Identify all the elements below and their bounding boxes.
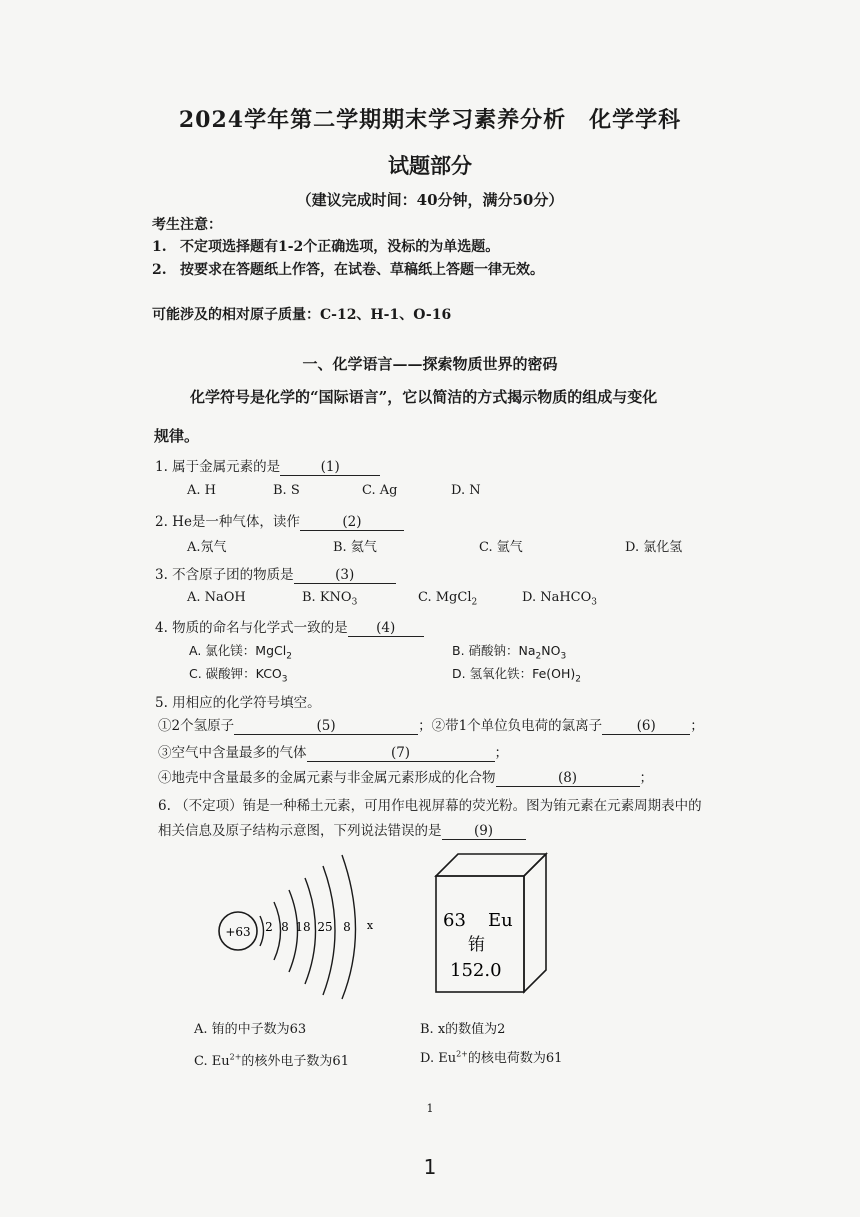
question-4: [155, 616, 424, 637]
atomic-structure-diagram: [205, 850, 395, 1000]
answer-blank: (8): [496, 770, 640, 787]
option-b: B. S: [273, 483, 300, 498]
option-d: D. 氯化氢: [625, 540, 683, 555]
shell-electrons: 18: [295, 920, 311, 934]
option-d: D. N: [451, 483, 481, 498]
answer-blank: (7): [307, 745, 495, 762]
shell-electrons: x: [366, 919, 374, 932]
option-c: C. MgCl$_2$: [418, 590, 478, 608]
option-a: A. H: [187, 483, 216, 498]
atomic-mass: 152.0: [450, 960, 502, 981]
question-2: [155, 510, 404, 531]
element-symbol: Eu: [488, 910, 513, 931]
option-c: C. 氩气: [479, 540, 523, 555]
time-note: （建议完成时间：40分钟，满分50分）: [296, 191, 564, 209]
section-intro: 化学符号是化学的“国际语言”，它以简洁的方式揭示物质的组成与变化: [190, 388, 658, 406]
exam-title: 2024学年第二学期期末学习素养分析 化学学科: [178, 107, 682, 133]
question-5-line3: ④地壳中含量最多的金属元素与非金属元素形成的化合物 (8) ；: [158, 770, 653, 786]
option-b: B. 硝酸钠：$Na_2NO_3$: [452, 643, 567, 662]
page-number-small: 1: [426, 1102, 434, 1115]
option-d: D. NaHCO$_3$: [522, 590, 598, 608]
question-5: 5. 用相应的化学符号填空。: [155, 695, 321, 711]
option-c: C. 碳酸钾：$KCO_3$: [189, 666, 288, 685]
cell-top-face: [436, 854, 546, 876]
option-a: A.氖气: [187, 540, 227, 555]
nucleus-charge: +63: [225, 925, 251, 939]
answer-blank: (1): [280, 459, 380, 476]
question-stem: 4. 物质的命名与化学式一致的是: [155, 620, 348, 636]
option-a: A. 氯化镁：MgCl$_2$: [189, 643, 292, 662]
question-1: [155, 455, 380, 476]
option-c: C. $Eu^{2+}$的核外电子数为61: [194, 1052, 349, 1069]
question-6: 6. （不定项）铕是一种稀土元素，可用作电视屏幕的荧光粉。图为铕元素在元素周期表中的: [158, 798, 702, 814]
question-stem: 3. 不含原子团的物质是: [155, 567, 294, 583]
option-a: A. 铕的中子数为63: [194, 1022, 307, 1037]
shell-electrons: 25: [317, 920, 333, 934]
notice-heading: 考生注意：: [152, 217, 222, 233]
notice-number: 1.: [152, 239, 167, 255]
option-c: C. Ag: [362, 483, 398, 498]
answer-blank: (4): [348, 620, 424, 637]
section-heading: 一、化学语言——探索物质世界的密码: [302, 355, 558, 373]
element-name: 铕: [468, 935, 485, 955]
question-stem: 1. 属于金属元素的是: [155, 459, 281, 475]
exam-subtitle: 试题部分: [388, 153, 472, 178]
question-stem: 2. He是一种气体，读作: [155, 514, 300, 530]
periodic-table-cell: [432, 852, 552, 997]
question-6-cont: 相关信息及原子结构示意图，下列说法错误的是 (9): [158, 819, 526, 840]
answer-blank: (3): [294, 567, 396, 584]
answer-blank: (5): [234, 718, 418, 735]
option-b: B. 氦气: [333, 540, 377, 555]
option-d: D. $Eu^{2+}$的核电荷数为61: [420, 1049, 563, 1066]
answer-blank: (6): [602, 718, 690, 735]
notice-number: 2.: [152, 262, 167, 278]
notice-item: [152, 236, 499, 256]
option-d: D. 氢氧化铁：$Fe(OH)_2$: [452, 666, 581, 685]
notice-text: 不定项选择题有1-2个正确选项，没标的为单选题。: [180, 239, 500, 255]
atomic-number: 63: [443, 910, 466, 931]
question-5-line2: ③空气中含量最多的气体 (7) ；: [158, 745, 508, 761]
shell-electrons: 2: [265, 920, 273, 934]
section-intro-cont: 规律。: [154, 427, 200, 445]
notice-text: 按要求在答题纸上作答，在试卷、草稿纸上答题一律无效。: [180, 262, 544, 278]
shell-electrons: 8: [343, 920, 351, 934]
question-5-line1: ①2个氢原子 (5) ；②带1个单位负电荷的氯离子 (6) ；: [158, 718, 704, 734]
notice-item: [152, 259, 544, 279]
option-b: B. x的数值为2: [420, 1022, 506, 1037]
electron-shell-arc: [274, 902, 281, 960]
cell-side-face: [524, 854, 546, 992]
option-a: A. NaOH: [187, 590, 246, 605]
page-number: 1: [423, 1155, 437, 1179]
shell-electrons: 8: [281, 920, 289, 934]
answer-blank: (9): [442, 823, 526, 840]
option-b: B. $KNO_3$: [302, 590, 358, 608]
question-3: [155, 563, 396, 584]
answer-blank: (2): [300, 514, 404, 531]
atomic-masses: 可能涉及的相对原子质量：C-12、H-1、O-16: [152, 307, 452, 323]
electron-shell-arc: [260, 916, 264, 946]
